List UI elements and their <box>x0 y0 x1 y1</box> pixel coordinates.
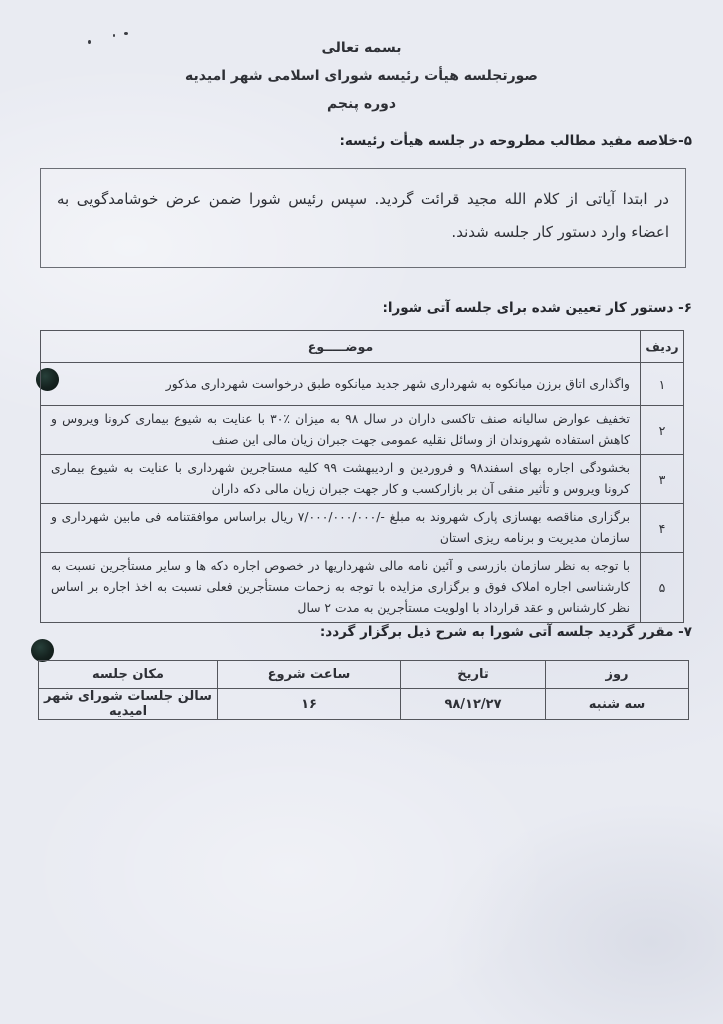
agenda-header-subject: موضـــــوع <box>41 331 641 363</box>
agenda-header-row <box>41 331 684 363</box>
agenda-row-number: ۴ <box>641 504 684 553</box>
agenda-row-subject: واگذاری اتاق برزن میانکوه به شهرداری شهر جدید میانکوه طبق درخواست شهرداری مذکور <box>41 363 641 406</box>
term-line: دوره پنجم <box>326 96 397 112</box>
agenda-row <box>41 455 684 504</box>
schedule-header-day: روز <box>546 661 689 689</box>
agenda-row-number: ۳ <box>641 455 684 504</box>
punch-hole <box>31 639 54 662</box>
schedule-header-location: مکان جلسه <box>39 661 218 689</box>
agenda-row-number: ۱ <box>641 363 684 406</box>
agenda-row <box>41 406 684 455</box>
section5-heading: ۵-خلاصه مفید مطالب مطروحه در جلسه هیأت رئیسه: <box>339 133 692 149</box>
agenda-header-row-number: ردیف <box>641 331 684 363</box>
agenda-row-number: ۵ <box>641 553 684 623</box>
section5-summary-box: در ابتدا آیاتی از کلام الله مجید قرائت گردید. سپس رئیس شورا ضمن عرض خوشامدگویی به اعضاء وارد دستور کار جلسه شدند. <box>40 168 686 268</box>
document-header <box>0 34 723 118</box>
schedule-table <box>38 660 689 720</box>
agenda-row <box>41 553 684 623</box>
schedule-header-date: تاریخ <box>401 661 546 689</box>
document-title: صورتجلسه هیأت رئیسه شورای اسلامی شهر امیدیه <box>185 68 538 84</box>
agenda-table <box>40 330 684 623</box>
schedule-header-row <box>39 661 689 689</box>
section6-heading: ۶- دستور کار تعیین شده برای جلسه آتی شورا: <box>382 300 692 316</box>
bismillah-line: بسمه تعالی <box>321 40 402 56</box>
schedule-date-value: ۹۸/۱۲/۲۷ <box>401 689 546 720</box>
schedule-value-row <box>39 689 689 720</box>
agenda-row <box>41 363 684 406</box>
schedule-header-start-time: ساعت شروع <box>218 661 401 689</box>
agenda-row-number: ۲ <box>641 406 684 455</box>
agenda-row-subject: با توجه به نظر سازمان بازرسی و آئین نامه مالی شهرداریها در خصوص اجاره دکه ها و سایر مستأجرین نسبت به کارشناسی اجاره املاک فوق و برگزاری مزایده با توجه به زحمات مستأجرین فعلی نسبت به اخذ اجاره بر اساس نظر کارشناس و عقد قرارداد با اولویت مستأجرین به مدت ۲ سال <box>41 553 641 623</box>
agenda-row-subject: بخشودگی اجاره بهای اسفند۹۸ و فروردین و اردیبهشت ۹۹ کلیه مستاجرین شهرداری با عنایت به شیوع بیماری کرونا ویروس و تأثیر منفی آن بر بازارکسب و کار جهت جبران زیان مالی دکه داران <box>41 455 641 504</box>
schedule-location-value: سالن جلسات شورای شهر امیدیه <box>39 689 218 720</box>
section7-heading: ۷- مقرر گردید جلسه آتی شورا به شرح ذیل برگزار گردد: <box>319 624 692 640</box>
schedule-start-time-value: ۱۶ <box>218 689 401 720</box>
agenda-row-subject: تخفیف عوارض سالیانه صنف تاکسی داران در سال ۹۸ به میزان ٪۳۰ با عنایت به شیوع بیماری کرونا ویروس و کاهش استفاده شهروندان از وسائل نقلیه عمومی جهت جبران زیان مالی این صنف <box>41 406 641 455</box>
agenda-row-subject: برگزاری مناقصه بهسازی پارک شهروند به مبلغ -/۷/۰۰۰/۰۰۰/۰۰۰ ریال براساس موافقتنامه فی مابین شهرداری و سازمان مدیریت و برنامه ریزی استان <box>41 504 641 553</box>
agenda-row <box>41 504 684 553</box>
schedule-day-value: سه شنبه <box>546 689 689 720</box>
